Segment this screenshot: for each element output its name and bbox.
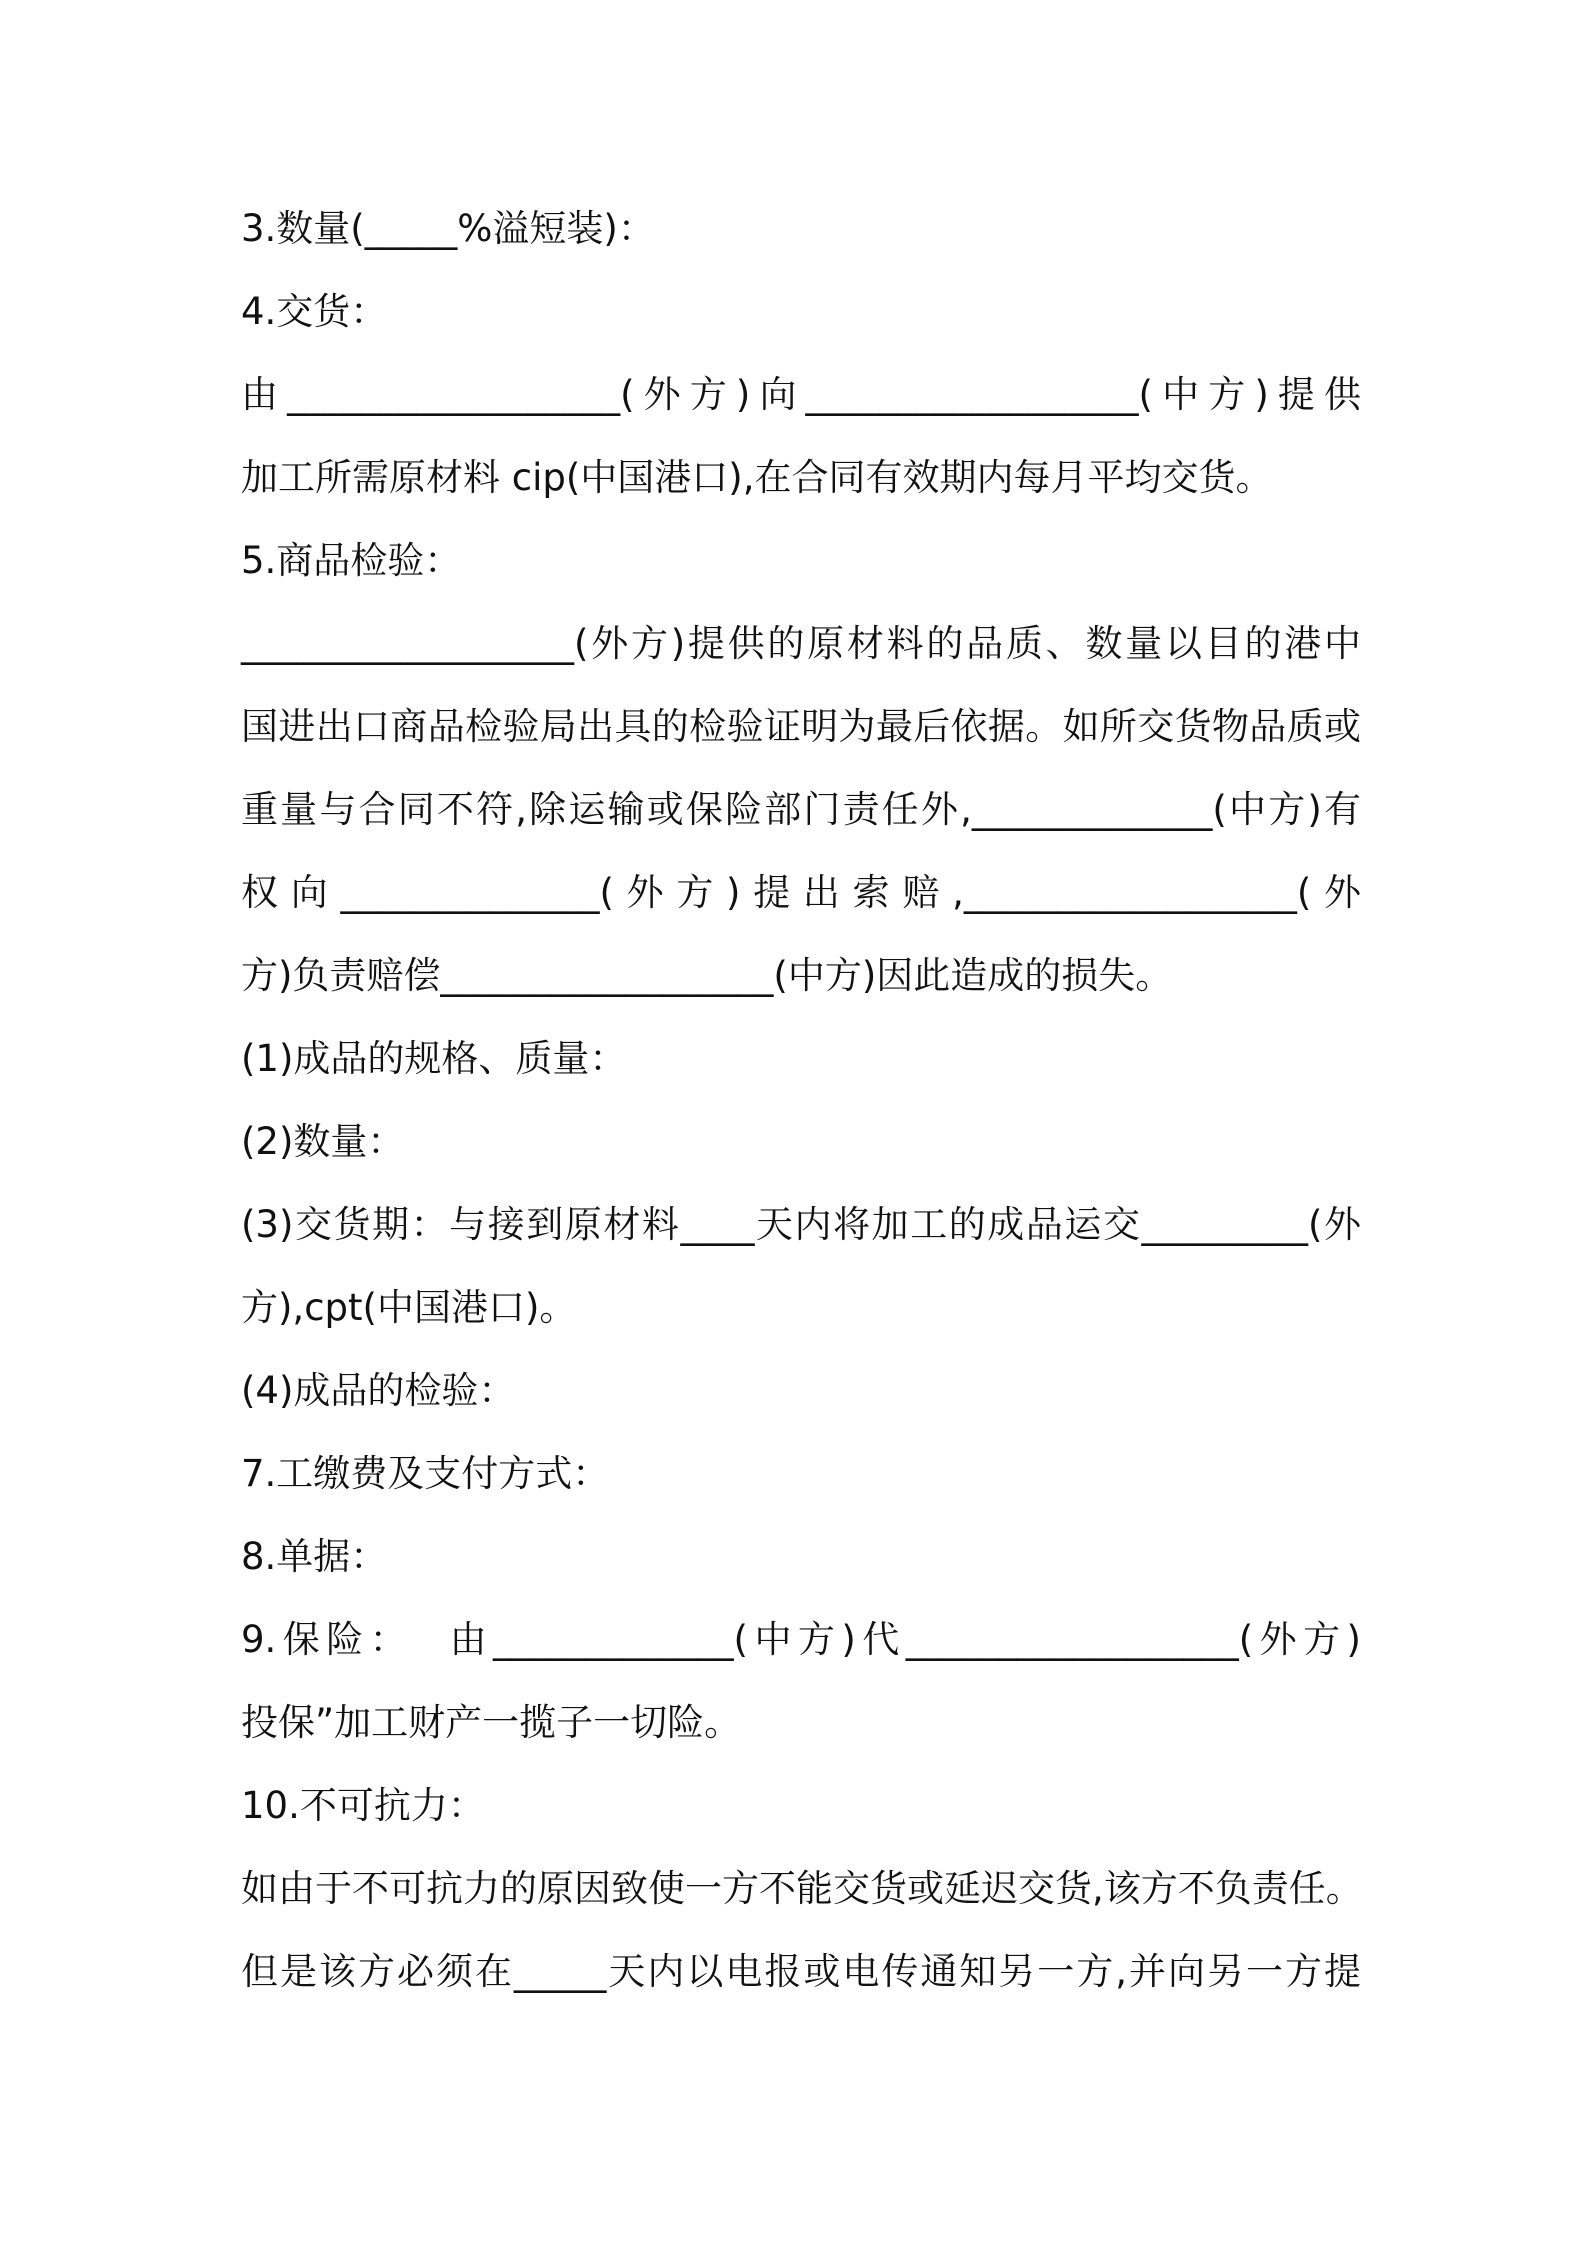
clause-7-fees-payment: 7.工缴费及支付方式： bbox=[241, 1452, 610, 1495]
clause-3-quantity: 3.数量(_____%溢短装)： bbox=[241, 207, 655, 250]
item-3-delivery-period-line-1: (3)交货期：与接到原材料____天内将加工的成品运交_________(外 bbox=[241, 1203, 1361, 1246]
clause-4-delivery-text-line-1: 由__________________(外方)向__________________(中方)提供 bbox=[241, 373, 1361, 416]
item-4-product-inspection: (4)成品的检验： bbox=[241, 1369, 516, 1412]
clause-9-insurance-line-2: 投保”加工财产一揽子一切险。 bbox=[241, 1701, 742, 1744]
item-1-spec-quality: (1)成品的规格、质量： bbox=[241, 1037, 627, 1080]
item-3-delivery-period-line-2: 方),cpt(中国港口)。 bbox=[241, 1286, 577, 1329]
clause-5-inspection-text-line-4: 权向______________(外方)提出索赔,__________________(外 bbox=[241, 871, 1361, 914]
item-2-quantity: (2)数量： bbox=[241, 1120, 405, 1163]
clause-8-documents: 8.单据： bbox=[241, 1535, 388, 1578]
clause-9-insurance-line-1: 9.保险： 由_____________(中方)代__________________(外方) bbox=[241, 1618, 1361, 1661]
clause-10-force-majeure-text-line-2: 但是该方必须在_____天内以电报或电传通知另一方,并向另一方提 bbox=[241, 1950, 1361, 1993]
clause-5-inspection-text-line-3: 重量与合同不符,除运输或保险部门责任外,_____________(中方)有 bbox=[241, 788, 1361, 831]
clause-5-inspection-text-line-2: 国进出口商品检验局出具的检验证明为最后依据。如所交货物品质或 bbox=[241, 705, 1361, 748]
clause-10-force-majeure-text-line-1: 如由于不可抗力的原因致使一方不能交货或延迟交货,该方不负责任。 bbox=[241, 1867, 1363, 1910]
clause-10-force-majeure-heading: 10.不可抗力： bbox=[241, 1784, 485, 1827]
clause-5-inspection-text-line-5: 方)负责赔偿__________________(中方)因此造成的损失。 bbox=[241, 954, 1173, 997]
clause-5-inspection-text-line-1: __________________(外方)提供的原材料的品质、数量以目的港中 bbox=[241, 622, 1361, 665]
clause-4-delivery-heading: 4.交货： bbox=[241, 290, 388, 333]
clause-4-delivery-text-line-2: 加工所需原材料 cip(中国港口),在合同有效期内每月平均交货。 bbox=[241, 456, 1273, 499]
clause-5-inspection-heading: 5.商品检验： bbox=[241, 539, 462, 582]
